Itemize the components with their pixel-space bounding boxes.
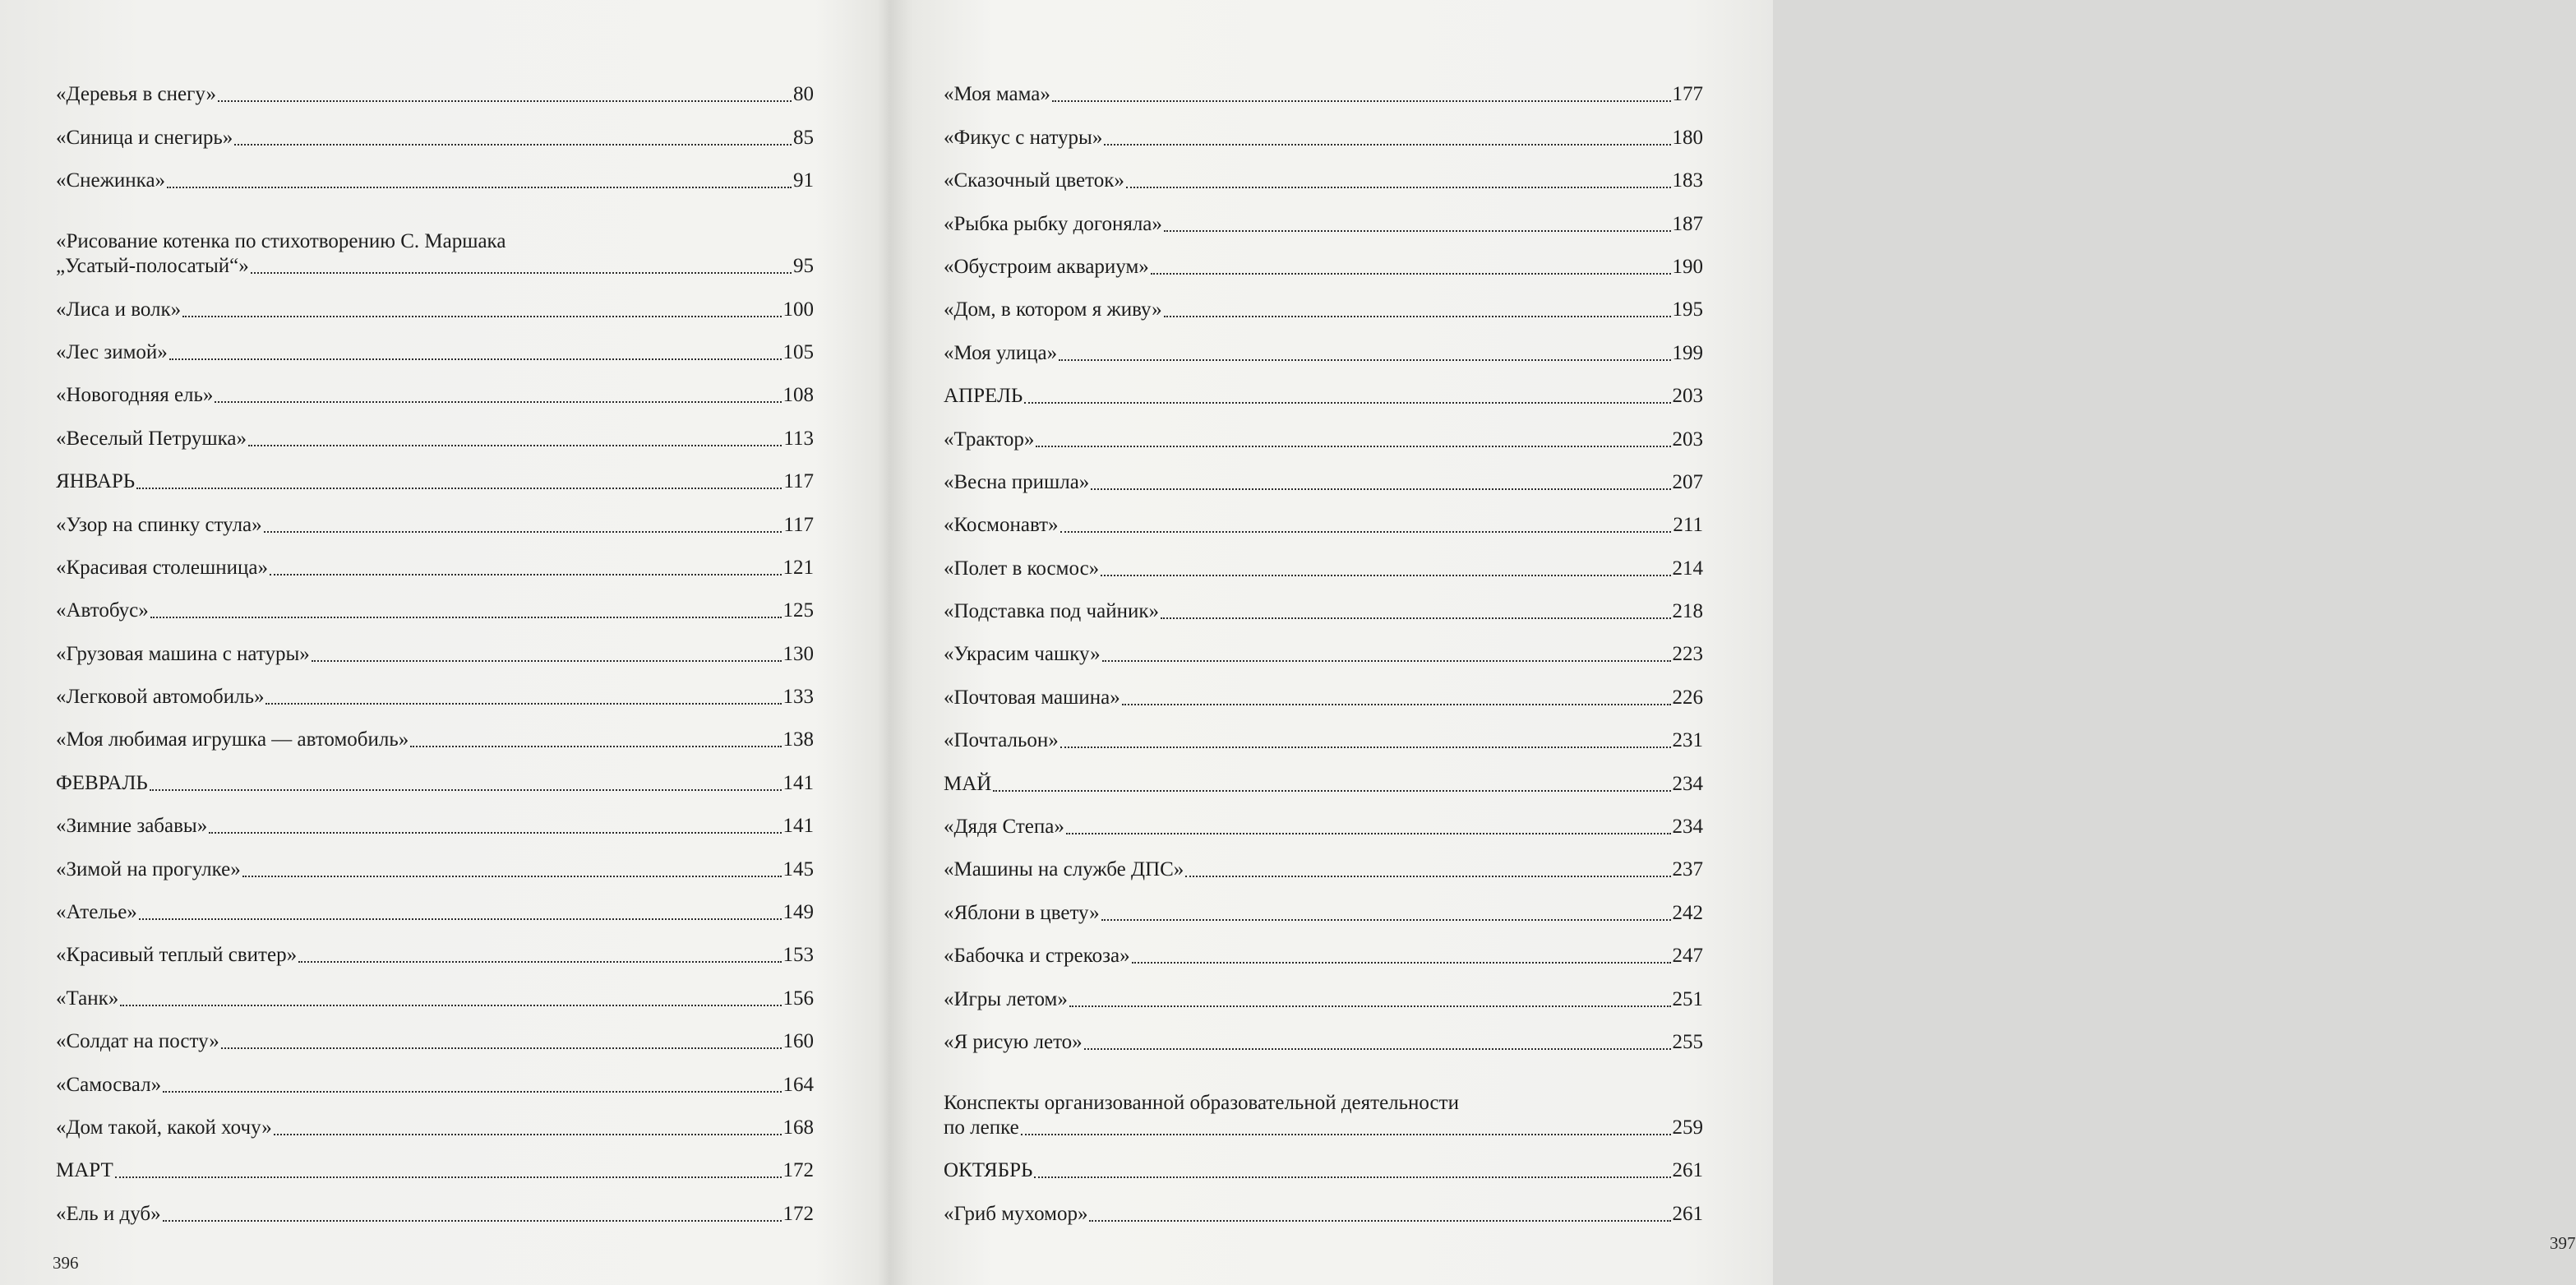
toc-entry-title: ФЕВРАЛЬ (56, 771, 148, 794)
toc-entry-page: 190 (1672, 255, 1703, 278)
dot-leader (1122, 704, 1671, 705)
toc-entry (56, 365, 814, 408)
toc-entry (56, 1098, 814, 1140)
toc-entry-page: 199 (1672, 341, 1703, 364)
toc-section-heading (944, 753, 1703, 796)
toc-entry-page: 117 (783, 470, 814, 493)
toc-entry-page: 242 (1672, 901, 1703, 924)
dot-leader (1084, 1048, 1671, 1050)
toc-entry-title: «Дядя Степа» (944, 816, 1064, 839)
toc-entry-line-1 (944, 1091, 1703, 1116)
dot-leader (410, 746, 781, 747)
dot-leader (1036, 446, 1670, 447)
toc-entry-title: «Рыбка рыбку догоняла» (944, 212, 1162, 235)
toc-entry (944, 581, 1703, 624)
toc-entry-page: 80 (793, 83, 814, 106)
dot-leader (251, 272, 792, 274)
toc-entry-line-2 (944, 1116, 1703, 1140)
toc-entry-page: 156 (782, 987, 814, 1010)
toc-entry-title: «Трактор» (944, 428, 1035, 451)
toc-entry (56, 193, 814, 279)
toc-entry-title-continued: по лепке (944, 1116, 1019, 1139)
toc-entry-title: «Игры летом» (944, 987, 1068, 1010)
toc-entry-page: 183 (1672, 169, 1703, 192)
toc-entry-title: ЯНВАРЬ (56, 470, 136, 493)
dot-leader (270, 574, 782, 575)
toc-entry-title: «Фикус с натуры» (944, 126, 1103, 149)
toc-section-heading (56, 1140, 814, 1183)
toc-entry-page: 91 (793, 169, 814, 192)
toc-entry-title-continued: „Усатый-полосатый“» (56, 255, 249, 278)
toc-entry-page: 195 (1672, 298, 1703, 321)
toc-entry-page: 203 (1672, 428, 1703, 451)
dot-leader (1102, 660, 1671, 662)
dot-leader (1059, 359, 1670, 361)
toc-entry-title: «Дом такой, какой хочу» (56, 1116, 272, 1139)
toc-entry (56, 1054, 814, 1097)
toc-entry-title: «Почтальон» (944, 729, 1059, 752)
toc-entry (944, 452, 1703, 495)
toc-entry-page: 149 (782, 901, 814, 924)
toc-entry (944, 322, 1703, 365)
toc-entry (56, 882, 814, 925)
toc-entry-title: «Весна пришла» (944, 470, 1090, 493)
dot-leader (215, 401, 781, 403)
toc-entry-page: 231 (1672, 729, 1703, 752)
toc-entry (56, 107, 814, 150)
toc-entry-line-2 (56, 254, 814, 279)
toc-entry (944, 107, 1703, 150)
dot-leader (1164, 230, 1671, 232)
toc-entry-title: «Украсим чашку» (944, 643, 1101, 666)
toc-entry-page: 177 (1672, 83, 1703, 106)
toc-entry-page: 130 (782, 642, 814, 665)
toc-entry-title: «Полет в космос» (944, 557, 1100, 580)
toc-entry (56, 968, 814, 1010)
dot-leader (1101, 575, 1670, 576)
dot-leader (139, 918, 782, 920)
toc-entry-page: 117 (783, 513, 814, 536)
dot-leader (221, 1047, 782, 1049)
dot-leader (1104, 144, 1670, 146)
toc-entry (944, 1055, 1703, 1140)
toc-entry-page: 172 (782, 1159, 814, 1182)
toc-entry (56, 623, 814, 666)
dot-leader (1021, 1134, 1671, 1135)
toc-entry (56, 494, 814, 537)
toc-entry-page: 164 (782, 1073, 814, 1096)
dot-leader (265, 703, 781, 705)
toc-entry (944, 710, 1703, 753)
toc-entry-page: 211 (1673, 514, 1703, 537)
toc-entry (944, 968, 1703, 1011)
toc-entry (56, 150, 814, 193)
toc-entry-page: 113 (783, 427, 814, 450)
toc-entry-title: «Подставка под чайник» (944, 600, 1159, 623)
toc-entry-page: 172 (782, 1202, 814, 1225)
toc-entry (56, 580, 814, 623)
toc-entry (56, 839, 814, 881)
toc-entry-title: «Обустроим аквариум» (944, 255, 1149, 278)
left-page (0, 0, 888, 1285)
dot-leader (182, 316, 781, 317)
dot-leader (234, 144, 792, 146)
toc-entry (944, 150, 1703, 193)
toc-entry-page: 234 (1672, 816, 1703, 839)
dot-leader (993, 790, 1670, 792)
toc-entry-page: 141 (782, 815, 814, 838)
toc-entry (944, 667, 1703, 710)
dot-leader (167, 187, 792, 188)
toc-entry-title: «Зимние забавы» (56, 815, 208, 838)
toc-section-heading (56, 451, 814, 494)
dot-leader (150, 789, 782, 791)
dot-leader (120, 1005, 781, 1006)
toc-entry-page: 203 (1672, 385, 1703, 408)
toc-entry (56, 925, 814, 968)
toc-entry-title: «Зимой на прогулке» (56, 857, 241, 881)
dot-leader (163, 1220, 782, 1222)
dot-leader (1164, 316, 1671, 317)
toc-entry-page: 226 (1672, 686, 1703, 709)
toc-entry (944, 409, 1703, 451)
toc-entry-page: 251 (1672, 987, 1703, 1010)
toc-entry-title: «Гриб мухомор» (944, 1202, 1088, 1225)
dot-leader (274, 1134, 782, 1135)
toc-entry (56, 64, 814, 107)
toc-entry (944, 926, 1703, 968)
page-number: 397 (2550, 1233, 2576, 1253)
toc-entry-title: «Самосвал» (56, 1073, 162, 1096)
toc-entry-title: «Я рисую лето» (944, 1030, 1083, 1053)
toc-entry-title: «Лес зимой» (56, 340, 168, 363)
toc-entry (56, 667, 814, 710)
toc-entry-title: «Танк» (56, 987, 119, 1010)
toc-entry-page: 141 (782, 771, 814, 794)
toc-entry-title: Конспекты организованной образовательной деятельности (944, 1091, 1459, 1114)
toc-entry-title: «Дом, в котором я живу» (944, 298, 1162, 321)
toc-section-heading (56, 752, 814, 795)
toc-entry (944, 193, 1703, 236)
toc-entry (56, 1011, 814, 1054)
dot-leader (1060, 531, 1672, 533)
toc-entry (944, 64, 1703, 107)
toc-entry-title: «Моя любимая игрушка — автомобиль» (56, 728, 409, 751)
toc-entry-title: «Моя мама» (944, 83, 1050, 106)
toc-entry-page: 160 (782, 1030, 814, 1053)
toc-entry (944, 280, 1703, 322)
dot-leader (1060, 747, 1671, 748)
toc-entry-page: 247 (1672, 945, 1703, 968)
toc-entry-page: 261 (1672, 1159, 1703, 1182)
toc-entry (944, 882, 1703, 925)
toc-entry-title: АПРЕЛЬ (944, 385, 1023, 408)
toc-entry-title: «Сказочный цветок» (944, 169, 1124, 192)
toc-entry-title: «Синица и снегирь» (56, 126, 233, 149)
toc-entry-page: 255 (1672, 1030, 1703, 1053)
toc-entry-title: «Веселый Петрушка» (56, 427, 247, 450)
toc-entry-page: 108 (782, 384, 814, 407)
toc-entry-page: 133 (782, 686, 814, 709)
dot-leader (248, 445, 782, 446)
dot-leader (1091, 488, 1670, 490)
dot-leader (1126, 187, 1671, 188)
toc-entry-page: 234 (1672, 772, 1703, 795)
toc-entry-page: 95 (793, 255, 814, 278)
toc-entry-title: ОКТЯБРЬ (944, 1159, 1033, 1182)
toc-entry (944, 1012, 1703, 1055)
toc-list-right (944, 64, 1703, 1227)
toc-entry (56, 279, 814, 321)
toc-entry (944, 839, 1703, 882)
toc-entry (56, 322, 814, 365)
toc-entry (56, 710, 814, 752)
toc-entry-title: «Деревья в снегу» (56, 83, 217, 106)
toc-section-heading (944, 366, 1703, 409)
dot-leader (1052, 100, 1671, 102)
toc-entry-title: «Солдат на посту» (56, 1030, 219, 1053)
toc-entry-title: «Ель и дуб» (56, 1202, 161, 1225)
toc-entry-page: 207 (1672, 470, 1703, 493)
toc-entry-page: 223 (1672, 643, 1703, 666)
toc-entry-title: «Машины на службе ДПС» (944, 858, 1184, 881)
toc-entry (56, 538, 814, 580)
dot-leader (1132, 962, 1671, 964)
toc-entry-title: «Бабочка и стрекоза» (944, 945, 1130, 968)
toc-entry-page: 100 (782, 298, 814, 321)
toc-entry-line-1 (56, 229, 814, 254)
toc-entry-page: 237 (1672, 858, 1703, 881)
toc-entry-title: «Моя улица» (944, 341, 1058, 364)
page-number: 396 (53, 1253, 79, 1273)
dot-leader (1161, 617, 1671, 619)
toc-entry-page: 105 (782, 340, 814, 363)
toc-entry-title: «Грузовая машина с натуры» (56, 642, 310, 665)
dot-leader (1151, 273, 1671, 275)
toc-entry (56, 796, 814, 839)
toc-entry-title: МАРТ (56, 1159, 113, 1182)
dot-leader (1185, 876, 1670, 877)
dot-leader (136, 488, 782, 489)
dot-leader (115, 1176, 782, 1178)
toc-entry (944, 797, 1703, 839)
toc-entry-page: 218 (1672, 600, 1703, 623)
toc-entry-page: 121 (782, 556, 814, 579)
toc-entry-title: «Новогодняя ель» (56, 384, 214, 407)
toc-entry-page: 180 (1672, 126, 1703, 149)
dot-leader (163, 1091, 781, 1093)
dot-leader (1069, 1005, 1671, 1007)
toc-entry-title: «Рисование котенка по стихотворению С. Маршака (56, 230, 506, 253)
toc-entry (944, 1183, 1703, 1226)
toc-entry-title: МАЙ (944, 772, 992, 795)
toc-entry-title: «Яблони в цвету» (944, 901, 1100, 924)
dot-leader (1066, 833, 1671, 834)
toc-entry-page: 214 (1672, 557, 1703, 580)
toc-entry-page: 125 (782, 599, 814, 622)
dot-leader (1024, 402, 1670, 404)
dot-leader (1101, 919, 1671, 921)
toc-entry-page: 145 (782, 857, 814, 881)
dot-leader (1034, 1176, 1670, 1178)
dot-leader (298, 961, 781, 963)
toc-entry-title: «Узор на спинку стула» (56, 513, 262, 536)
toc-entry (944, 495, 1703, 538)
toc-entry (944, 237, 1703, 280)
dot-leader (242, 876, 782, 877)
toc-entry-title: «Космонавт» (944, 514, 1059, 537)
toc-entry (56, 408, 814, 451)
dot-leader (218, 100, 792, 102)
dot-leader (169, 358, 782, 360)
dot-leader (209, 832, 781, 834)
toc-entry-page: 138 (782, 728, 814, 751)
toc-entry-page: 153 (782, 944, 814, 967)
toc-entry-title: «Лиса и волк» (56, 298, 182, 321)
dot-leader (264, 531, 782, 533)
toc-entry (56, 1183, 814, 1226)
toc-entry (944, 624, 1703, 667)
toc-entry-title: «Ателье» (56, 901, 137, 924)
toc-list-left (56, 64, 814, 1227)
toc-entry-title: «Красивый теплый свитер» (56, 944, 298, 967)
toc-entry-title: «Красивая столешница» (56, 556, 268, 579)
toc-entry-page: 187 (1672, 212, 1703, 235)
dot-leader (312, 660, 782, 662)
toc-entry-page: 168 (782, 1116, 814, 1139)
dot-leader (150, 617, 782, 618)
toc-entry-page: 259 (1672, 1116, 1703, 1139)
toc-entry-title: «Почтовая машина» (944, 686, 1120, 709)
dot-leader (1089, 1220, 1670, 1222)
toc-entry (944, 538, 1703, 580)
toc-entry-page: 85 (793, 126, 814, 149)
toc-entry-title: «Снежинка» (56, 169, 166, 192)
toc-section-heading (944, 1140, 1703, 1183)
toc-entry-title: «Легковой автомобиль» (56, 686, 265, 709)
toc-entry-page: 261 (1672, 1202, 1703, 1225)
toc-entry-title: «Автобус» (56, 599, 149, 622)
